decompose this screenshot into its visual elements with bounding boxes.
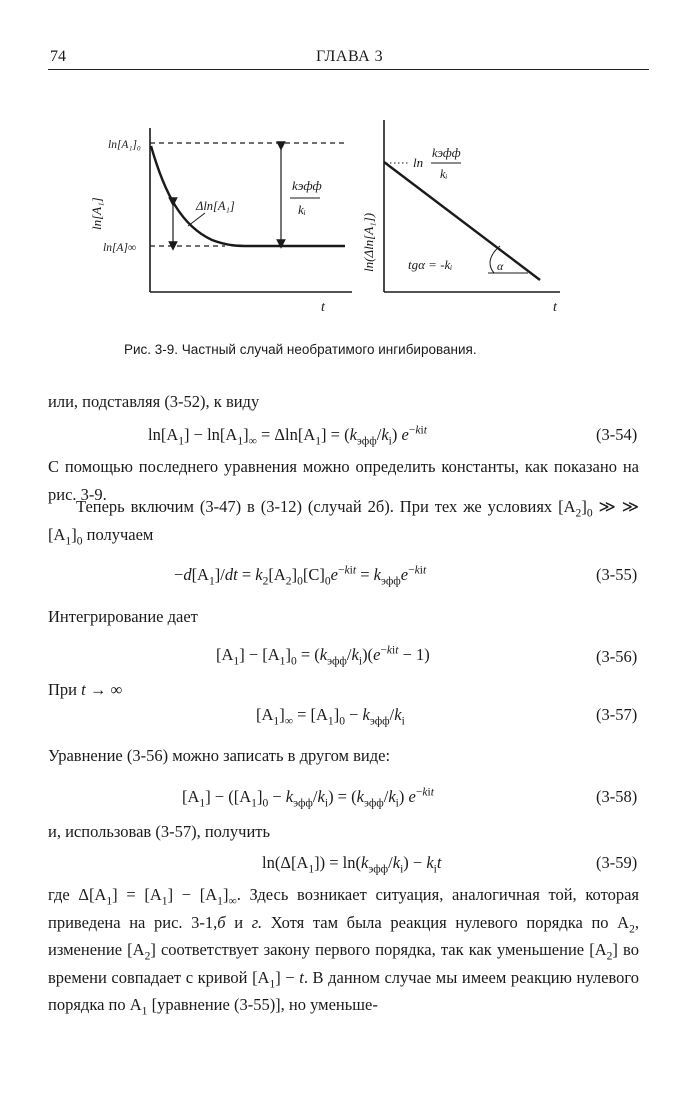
equation-3-55: $-d[A_1]/dt = k_2[A_2]_0[C]_0e^{-kit} = k_{эфф}e^{-kit}$ [174, 564, 427, 588]
paragraph-6: Уравнение (3-56) можно записать в другом виде: [48, 746, 391, 765]
fig-ref-g: г. [251, 912, 263, 932]
p8-text-f: соответствует закону первого порядка, так как уменьшение [160, 940, 585, 959]
equation-3-56: $[A_1] - [A_1]_0 = (k_{эфф}/k_i)(e^{-kit} - 1)$ [216, 644, 430, 668]
equation-3-54: $\ln[A_1] - \ln[A_1]_\infty = \Delta\ln[A_1] = (k_{эфф}/k_i)$ $e^{-kit}$ [148, 424, 427, 448]
equation-number-3-56: (3-56) [596, 647, 638, 666]
slope-label: tgα = -kᵢ [408, 257, 453, 272]
p8-text-d: Хотя там была реакция нулевого порядка по [270, 912, 609, 932]
angle-label: α [497, 259, 504, 273]
left-top-tick-label: ln[A₁]₀ [108, 139, 141, 151]
decay-curve [151, 146, 345, 246]
p8-text-i: [уравнение (3-55)], но уменьше- [151, 995, 378, 1014]
left-plot [89, 128, 352, 315]
equation-3-59: $\ln(\Delta[A_1]) = \ln(k_{эфф}/k_i) - k_it$ [262, 853, 442, 876]
page-number: 74 [50, 48, 66, 65]
fig-ref-b: б [217, 912, 226, 932]
intercept-ln-label: ln [413, 155, 424, 170]
p8-text-a: где [48, 885, 70, 904]
equation-number-3-59: (3-59) [596, 853, 638, 872]
intercept-denominator: kᵢ [440, 167, 448, 181]
paragraph-3: Теперь включим (3-47) в (3-12) (случай 2б). При тех же условиях $[A_2]_0$ ≫ ≫ $[A_1]_0$ получаем [48, 497, 640, 547]
paragraph-5-text: При [48, 680, 77, 699]
left-x-axis-label: t [321, 300, 325, 315]
ratio-denominator: kᵢ [298, 202, 306, 217]
equation-number-3-55: (3-55) [596, 565, 638, 584]
paragraph-2: С помощью последнего уравнения можно определить константы, как показано на рис. 3-9. [48, 457, 639, 504]
p8-text-h: В данном случае мы имеем реакцию нулевого порядка по [48, 967, 639, 1014]
chapter-title: ГЛАВА 3 [316, 48, 384, 65]
p8-text-g: во времени совпадает с кривой [48, 940, 639, 987]
equation-3-57: $[A_1]_\infty = [A_1]_0 - k_{эфф}/k_i$ [256, 705, 405, 728]
paragraph-7: и, использовав (3-57), получить [48, 822, 271, 841]
right-plot [361, 120, 560, 315]
paragraph-1: или, подставляя (3-52), к виду [48, 392, 260, 411]
left-y-axis-label: ln[A₁] [89, 197, 104, 230]
figure-caption: Рис. 3-9. Частный случай необратимого ингибирования. [124, 342, 477, 357]
p8-text-c: и [234, 912, 244, 932]
equation-number-3-54: (3-54) [596, 425, 638, 444]
paragraph-5: При t → ∞ [48, 680, 123, 699]
paragraph-4: Интегрирование дает [48, 607, 198, 626]
ratio-numerator: kэфф [292, 178, 322, 193]
paragraph-8: где $\Delta[A_1] = [A_1] - [A_1]_\infty$. Здесь возникает ситуация, аналогичная той, которая приведена на рис. 3-1,б и г. Хотя там была реакция нулевого порядка по $A_2$, изменение $[A_2]$ соответствует закону первого порядка, так как уменьшение $[A_2]$ во времени совпадает с кривой $[A_1] - t$. В данном случае мы имеем реакцию нулевого порядка по $A_1$ [уравнение (3-55)], но уменьше- [48, 885, 640, 1018]
paragraph-3-text-b: получаем [86, 524, 154, 544]
right-y-axis-label: ln(Δln[A₁]) [361, 212, 376, 272]
right-x-axis-label: t [553, 300, 557, 315]
intercept-numerator: kэфф [432, 146, 461, 160]
paragraph-3-text-a: Теперь включим (3-47) в (3-12) (случай 2б). При тех же условиях [76, 497, 553, 516]
equation-number-3-57: (3-57) [596, 705, 638, 724]
equation-3-58: $[A_1] - ([A_1]_0 - k_{эфф}/k_i) = (k_{эфф}/k_i)$ $e^{-kit}$ [182, 786, 434, 810]
p8-text-b: Здесь возникает ситуация, аналогичная той, которая приведена на рис. 3-1, [48, 885, 639, 932]
p8-text-e: изменение [48, 940, 123, 959]
equation-number-3-58: (3-58) [596, 787, 638, 806]
left-bottom-tick-label: ln[A]∞ [103, 242, 137, 254]
delta-leader-line [188, 213, 205, 226]
figure-3-9 [0, 0, 699, 330]
delta-label: Δln[A₁] [196, 199, 235, 213]
